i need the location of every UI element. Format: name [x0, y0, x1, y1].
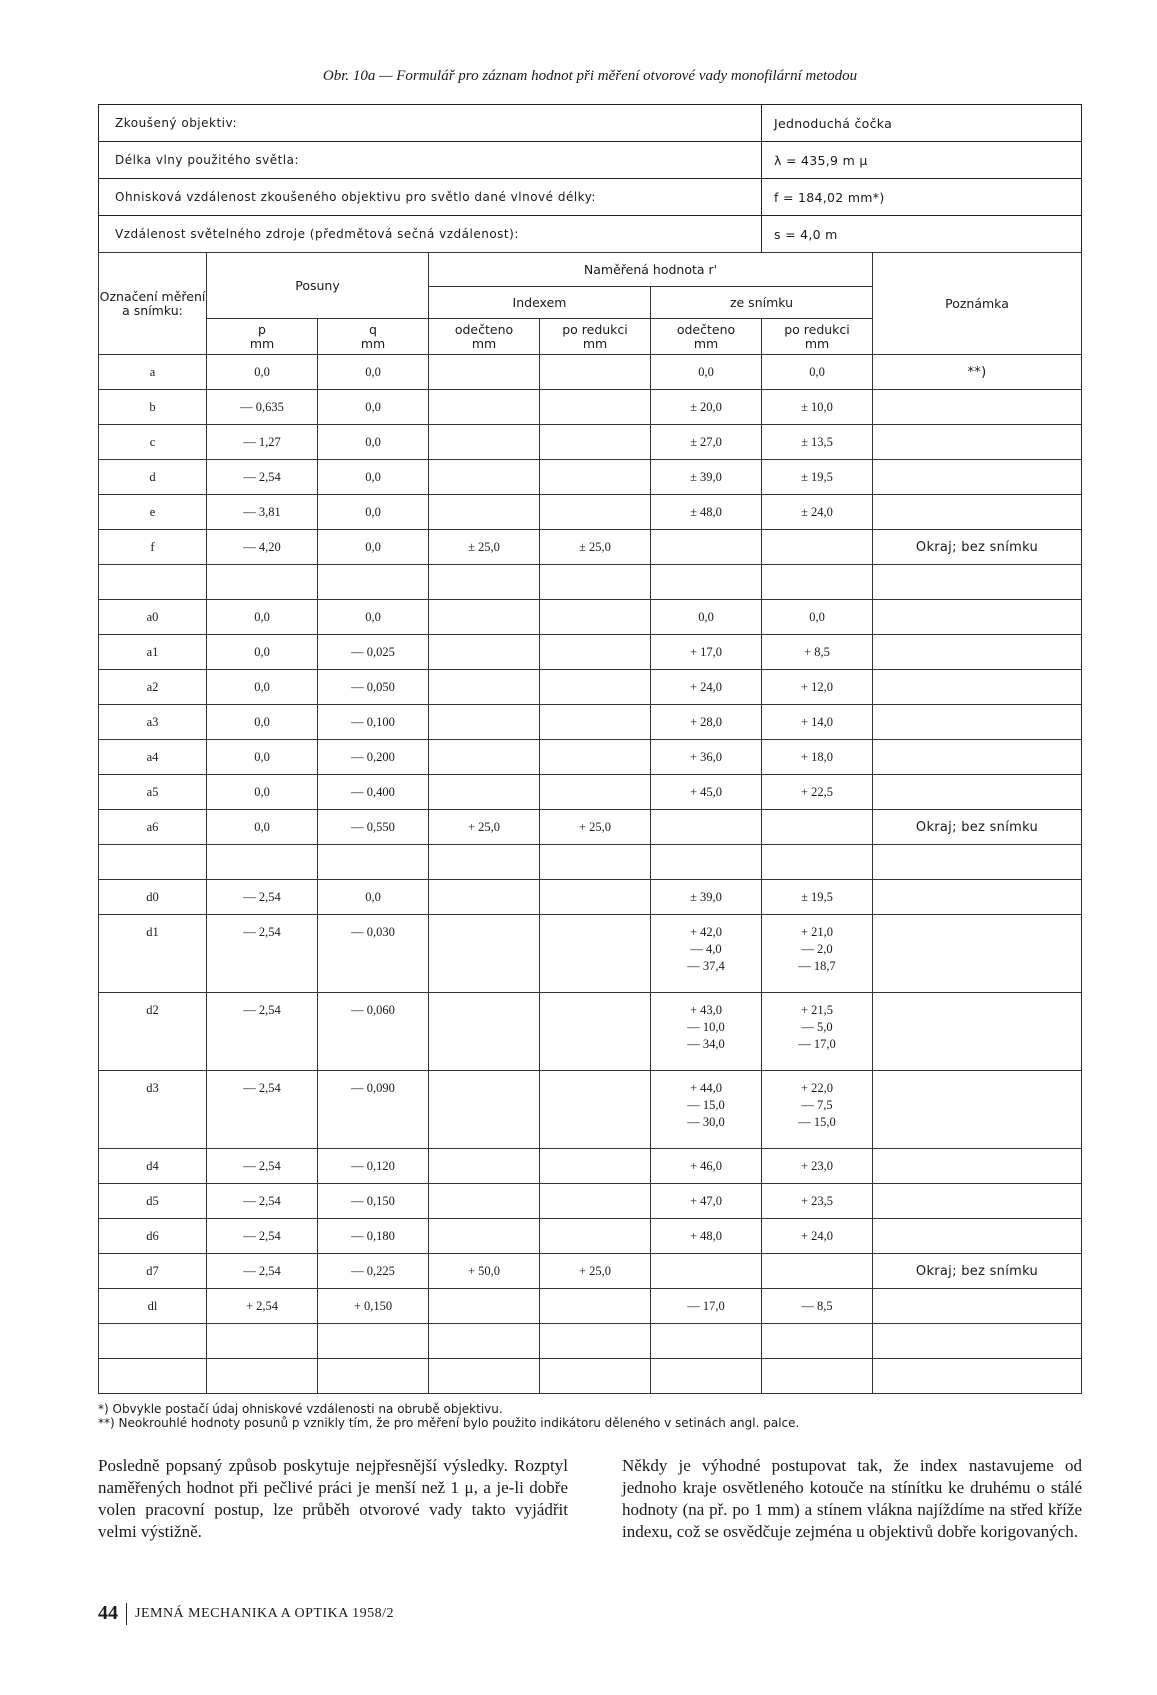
note — [873, 1071, 1082, 1149]
index-read — [429, 635, 540, 670]
info-row-focal-length — [99, 179, 1081, 216]
image-reduced — [762, 1254, 873, 1289]
measurement-table — [98, 252, 1082, 1394]
note: Okraj; bez snímku — [873, 810, 1082, 845]
info-label: Ohnisková vzdálenost zkoušeného objektivu pro světlo dané vlnové délky: — [99, 179, 762, 215]
row-designation: d7 — [99, 1254, 207, 1289]
image-reduced: + 8,5 — [762, 635, 873, 670]
index-reduced — [540, 915, 651, 993]
image-reduced: + 23,5 — [762, 1184, 873, 1219]
image-reduced: ± 13,5 — [762, 425, 873, 460]
shift-p: — 2,54 — [207, 1219, 318, 1254]
unit-mm: mm — [360, 335, 386, 351]
table-row — [99, 530, 1082, 565]
table-row-blank — [99, 1324, 1082, 1359]
image-reduced — [762, 565, 873, 600]
shift-q — [318, 1324, 429, 1359]
info-row-wavelength — [99, 142, 1081, 179]
image-read: + 47,0 — [651, 1184, 762, 1219]
magazine-title: JEMNÁ MECHANIKA A OPTIKA 1958/2 — [135, 1605, 394, 1621]
index-read — [429, 1071, 540, 1149]
table-row-blank — [99, 1359, 1082, 1394]
index-reduced — [540, 1149, 651, 1184]
body-text-right: Někdy je výhodné postupovat tak, že index nastavujeme od jednoho kraje osvětleného kotouče na stínítku ke druhému o stálé hodnoty (na př. po 1 mm) a stínem vlákna najíždíme na střed kříže indexu, což se osvědčuje zejména u objektivů dobře korigovaných. — [622, 1456, 1082, 1541]
note — [873, 845, 1082, 880]
shift-p: — 2,54 — [207, 1071, 318, 1149]
note — [873, 495, 1082, 530]
shift-q: — 0,225 — [318, 1254, 429, 1289]
image-reduced — [762, 845, 873, 880]
shift-p: — 2,54 — [207, 1184, 318, 1219]
index-read — [429, 1149, 540, 1184]
shift-q — [318, 845, 429, 880]
row-designation: d — [99, 460, 207, 495]
table-row — [99, 635, 1082, 670]
info-value: λ = 435,9 m μ — [774, 152, 868, 168]
shift-p — [207, 1324, 318, 1359]
footnotes — [98, 1402, 1078, 1430]
index-read — [429, 1219, 540, 1254]
note — [873, 1184, 1082, 1219]
shift-p: 0,0 — [207, 670, 318, 705]
info-label: Délka vlny použitého světla: — [99, 142, 762, 178]
body-text-left: Posledně popsaný způsob poskytuje nejpřesnější výsledky. Rozptyl naměřených hodnot při pečlivé práci je menší než 1 μ, a je-li dobře volen pracovní postup, lze průběh otvorové vady takto vyjádřit velmi výstižně. — [98, 1456, 568, 1541]
index-read — [429, 1184, 540, 1219]
image-reduced: + 14,0 — [762, 705, 873, 740]
note: Okraj; bez snímku — [873, 530, 1082, 565]
image-reduced — [762, 1359, 873, 1394]
shift-q: 0,0 — [318, 355, 429, 390]
row-designation — [99, 1359, 207, 1394]
index-read — [429, 880, 540, 915]
index-reduced — [540, 705, 651, 740]
image-reduced: — 8,5 — [762, 1289, 873, 1324]
measurement-rows — [99, 355, 1082, 1394]
row-designation: e — [99, 495, 207, 530]
col-header-image-reduced — [762, 319, 873, 355]
note: **) — [873, 355, 1082, 390]
index-read — [429, 495, 540, 530]
image-read: + 28,0 — [651, 705, 762, 740]
table-row — [99, 705, 1082, 740]
image-read: + 43,0 — 10,0 — 34,0 — [651, 993, 762, 1071]
index-read — [429, 915, 540, 993]
object-info-box — [98, 104, 1082, 253]
image-reduced: + 22,0 — 7,5 — 15,0 — [762, 1071, 873, 1149]
table-row — [99, 390, 1082, 425]
shift-p: 0,0 — [207, 705, 318, 740]
label-p: p — [258, 321, 266, 337]
image-read: + 45,0 — [651, 775, 762, 810]
row-designation: f — [99, 530, 207, 565]
label-read: odečteno — [454, 321, 514, 337]
shift-p — [207, 565, 318, 600]
note — [873, 880, 1082, 915]
col-header-image-read — [651, 319, 762, 355]
index-reduced — [540, 635, 651, 670]
shift-q — [318, 565, 429, 600]
row-designation: a0 — [99, 600, 207, 635]
figure-caption: Obr. 10a — Formulář pro záznam hodnot při měření otvorové vady monofilární metodou — [322, 68, 858, 84]
image-read: ± 39,0 — [651, 880, 762, 915]
index-read — [429, 565, 540, 600]
shift-q: 0,0 — [318, 880, 429, 915]
index-read — [429, 425, 540, 460]
table-row — [99, 670, 1082, 705]
row-designation: dl — [99, 1289, 207, 1324]
footnote: *) Obvykle postačí údaj ohniskové vzdálenosti na obrubě objektivu. — [98, 1402, 503, 1416]
index-reduced: + 25,0 — [540, 1254, 651, 1289]
shift-q: — 0,050 — [318, 670, 429, 705]
image-read — [651, 845, 762, 880]
table-row — [99, 1071, 1082, 1149]
shift-q: 0,0 — [318, 600, 429, 635]
col-header-measured-value: Naměřená hodnota r' — [429, 253, 873, 287]
image-read: + 48,0 — [651, 1219, 762, 1254]
table-row — [99, 880, 1082, 915]
note — [873, 425, 1082, 460]
label-reduced: po redukci — [562, 321, 628, 337]
index-read — [429, 1324, 540, 1359]
image-read — [651, 1359, 762, 1394]
col-header-p — [207, 319, 318, 355]
shift-p: 0,0 — [207, 355, 318, 390]
footer-divider — [126, 1603, 127, 1625]
index-reduced — [540, 1359, 651, 1394]
image-read: 0,0 — [651, 355, 762, 390]
image-read: + 36,0 — [651, 740, 762, 775]
row-designation: b — [99, 390, 207, 425]
shift-q: — 0,120 — [318, 1149, 429, 1184]
image-read: + 46,0 — [651, 1149, 762, 1184]
table-row-blank — [99, 565, 1082, 600]
index-reduced — [540, 565, 651, 600]
info-value: s = 4,0 m — [774, 226, 838, 242]
index-reduced — [540, 390, 651, 425]
index-reduced — [540, 425, 651, 460]
image-read: 0,0 — [651, 600, 762, 635]
shift-p: 0,0 — [207, 635, 318, 670]
row-designation: a6 — [99, 810, 207, 845]
shift-p: — 1,27 — [207, 425, 318, 460]
index-reduced — [540, 740, 651, 775]
image-read — [651, 565, 762, 600]
label-read: odečteno — [676, 321, 736, 337]
table-row-blank — [99, 845, 1082, 880]
table-row — [99, 1219, 1082, 1254]
image-reduced: + 21,0 — 2,0 — 18,7 — [762, 915, 873, 993]
shift-q: — 0,025 — [318, 635, 429, 670]
image-read — [651, 530, 762, 565]
info-row-object — [99, 105, 1081, 142]
row-designation: a — [99, 355, 207, 390]
shift-p: 0,0 — [207, 740, 318, 775]
index-read — [429, 460, 540, 495]
image-read: + 17,0 — [651, 635, 762, 670]
shift-p — [207, 845, 318, 880]
note — [873, 740, 1082, 775]
table-row — [99, 993, 1082, 1071]
image-reduced: ± 10,0 — [762, 390, 873, 425]
shift-q: 0,0 — [318, 460, 429, 495]
shift-p: — 2,54 — [207, 880, 318, 915]
col-header-designation: Označení měření a snímku: — [99, 253, 207, 355]
shift-q: — 0,030 — [318, 915, 429, 993]
index-read — [429, 1289, 540, 1324]
image-reduced: ± 24,0 — [762, 495, 873, 530]
image-read: + 42,0 — 4,0 — 37,4 — [651, 915, 762, 993]
table-row — [99, 740, 1082, 775]
shift-q: — 0,180 — [318, 1219, 429, 1254]
table-row — [99, 355, 1082, 390]
table-row — [99, 1184, 1082, 1219]
image-reduced: ± 19,5 — [762, 880, 873, 915]
image-reduced: + 18,0 — [762, 740, 873, 775]
unit-mm: mm — [693, 335, 719, 351]
label-q: q — [369, 321, 377, 337]
row-designation: d3 — [99, 1071, 207, 1149]
image-reduced: 0,0 — [762, 355, 873, 390]
shift-p: — 2,54 — [207, 993, 318, 1071]
index-reduced — [540, 1289, 651, 1324]
note — [873, 1149, 1082, 1184]
shift-q: 0,0 — [318, 530, 429, 565]
shift-p: — 2,54 — [207, 915, 318, 993]
info-label: Vzdálenost světelného zdroje (předmětová sečná vzdálenost): — [99, 216, 762, 252]
row-designation: a5 — [99, 775, 207, 810]
shift-p: 0,0 — [207, 810, 318, 845]
note — [873, 565, 1082, 600]
row-designation: c — [99, 425, 207, 460]
shift-q: 0,0 — [318, 495, 429, 530]
shift-q: 0,0 — [318, 390, 429, 425]
note — [873, 635, 1082, 670]
table-row — [99, 600, 1082, 635]
index-read — [429, 390, 540, 425]
col-header-shifts: Posuny — [207, 253, 429, 319]
note — [873, 775, 1082, 810]
col-header-index-reduced — [540, 319, 651, 355]
row-designation: a2 — [99, 670, 207, 705]
col-header-index: Indexem — [429, 287, 651, 319]
image-read: + 44,0 — 15,0 — 30,0 — [651, 1071, 762, 1149]
note — [873, 390, 1082, 425]
row-designation: d4 — [99, 1149, 207, 1184]
shift-p: — 4,20 — [207, 530, 318, 565]
row-designation: a4 — [99, 740, 207, 775]
shift-q: — 0,060 — [318, 993, 429, 1071]
index-reduced — [540, 1071, 651, 1149]
image-reduced: + 22,5 — [762, 775, 873, 810]
shift-p: 0,0 — [207, 600, 318, 635]
image-read: ± 48,0 — [651, 495, 762, 530]
col-header-from-image: ze snímku — [651, 287, 873, 319]
image-reduced: + 23,0 — [762, 1149, 873, 1184]
shift-q: — 0,150 — [318, 1184, 429, 1219]
image-read: ± 20,0 — [651, 390, 762, 425]
col-header-index-read — [429, 319, 540, 355]
row-designation — [99, 845, 207, 880]
shift-q: 0,0 — [318, 425, 429, 460]
index-read: + 50,0 — [429, 1254, 540, 1289]
row-designation: a3 — [99, 705, 207, 740]
shift-q: + 0,150 — [318, 1289, 429, 1324]
label-reduced: po redukci — [784, 321, 850, 337]
index-reduced — [540, 355, 651, 390]
index-reduced — [540, 993, 651, 1071]
note: Okraj; bez snímku — [873, 1254, 1082, 1289]
image-reduced: 0,0 — [762, 600, 873, 635]
note — [873, 670, 1082, 705]
index-reduced — [540, 600, 651, 635]
index-read — [429, 600, 540, 635]
row-designation: d0 — [99, 880, 207, 915]
index-reduced: ± 25,0 — [540, 530, 651, 565]
shift-p: — 2,54 — [207, 1149, 318, 1184]
image-read: — 17,0 — [651, 1289, 762, 1324]
table-row — [99, 1289, 1082, 1324]
image-read: ± 27,0 — [651, 425, 762, 460]
image-reduced: + 24,0 — [762, 1219, 873, 1254]
image-read — [651, 810, 762, 845]
row-designation: d1 — [99, 915, 207, 993]
image-read: ± 39,0 — [651, 460, 762, 495]
shift-q: — 0,550 — [318, 810, 429, 845]
note — [873, 1289, 1082, 1324]
shift-p: + 2,54 — [207, 1289, 318, 1324]
table-row — [99, 810, 1082, 845]
shift-q: — 0,100 — [318, 705, 429, 740]
col-header-q — [318, 319, 429, 355]
shift-q: — 0,400 — [318, 775, 429, 810]
index-reduced — [540, 880, 651, 915]
row-designation: d5 — [99, 1184, 207, 1219]
shift-p: — 3,81 — [207, 495, 318, 530]
index-read — [429, 355, 540, 390]
unit-mm: mm — [582, 335, 608, 351]
col-header-note: Poznámka — [873, 253, 1082, 355]
row-designation — [99, 565, 207, 600]
shift-p: — 2,54 — [207, 1254, 318, 1289]
image-reduced: ± 19,5 — [762, 460, 873, 495]
shift-q: — 0,200 — [318, 740, 429, 775]
note — [873, 1219, 1082, 1254]
note — [873, 1359, 1082, 1394]
note — [873, 600, 1082, 635]
image-reduced — [762, 530, 873, 565]
note — [873, 915, 1082, 993]
info-value: Jednoduchá čočka — [774, 115, 893, 131]
index-reduced — [540, 670, 651, 705]
image-reduced: + 21,5 — 5,0 — 17,0 — [762, 993, 873, 1071]
index-read — [429, 705, 540, 740]
page-footer — [98, 1602, 394, 1625]
info-value: f = 184,02 mm*) — [774, 189, 885, 205]
image-reduced — [762, 1324, 873, 1359]
index-read — [429, 670, 540, 705]
shift-p: 0,0 — [207, 775, 318, 810]
info-row-source-distance — [99, 216, 1081, 253]
index-read — [429, 775, 540, 810]
page-number: 44 — [98, 1602, 118, 1624]
unit-mm: mm — [249, 335, 275, 351]
index-reduced — [540, 845, 651, 880]
index-read — [429, 993, 540, 1071]
index-read: + 25,0 — [429, 810, 540, 845]
note — [873, 705, 1082, 740]
unit-mm: mm — [471, 335, 497, 351]
note — [873, 460, 1082, 495]
image-read — [651, 1324, 762, 1359]
row-designation: a1 — [99, 635, 207, 670]
index-reduced — [540, 460, 651, 495]
image-read — [651, 1254, 762, 1289]
footnote: **) Neokrouhlé hodnoty posunů p vznikly tím, že pro měření bylo použito indikátoru děleného v setinách angl. palce. — [98, 1416, 800, 1430]
table-row — [99, 495, 1082, 530]
table-row — [99, 1149, 1082, 1184]
image-reduced: + 12,0 — [762, 670, 873, 705]
row-designation: d6 — [99, 1219, 207, 1254]
index-reduced — [540, 1324, 651, 1359]
index-read: ± 25,0 — [429, 530, 540, 565]
index-reduced — [540, 775, 651, 810]
index-read — [429, 1359, 540, 1394]
note — [873, 993, 1082, 1071]
index-read — [429, 845, 540, 880]
index-reduced — [540, 1219, 651, 1254]
index-read — [429, 740, 540, 775]
index-reduced — [540, 1184, 651, 1219]
row-designation — [99, 1324, 207, 1359]
row-designation: d2 — [99, 993, 207, 1071]
table-row — [99, 460, 1082, 495]
note — [873, 1324, 1082, 1359]
table-row — [99, 915, 1082, 993]
shift-p: — 2,54 — [207, 460, 318, 495]
info-label: Zkoušený objektiv: — [99, 105, 762, 141]
index-reduced: + 25,0 — [540, 810, 651, 845]
image-read: + 24,0 — [651, 670, 762, 705]
unit-mm: mm — [804, 335, 830, 351]
table-row — [99, 425, 1082, 460]
table-row — [99, 1254, 1082, 1289]
index-reduced — [540, 495, 651, 530]
shift-q — [318, 1359, 429, 1394]
table-row — [99, 775, 1082, 810]
shift-q: — 0,090 — [318, 1071, 429, 1149]
shift-p: — 0,635 — [207, 390, 318, 425]
image-reduced — [762, 810, 873, 845]
shift-p — [207, 1359, 318, 1394]
